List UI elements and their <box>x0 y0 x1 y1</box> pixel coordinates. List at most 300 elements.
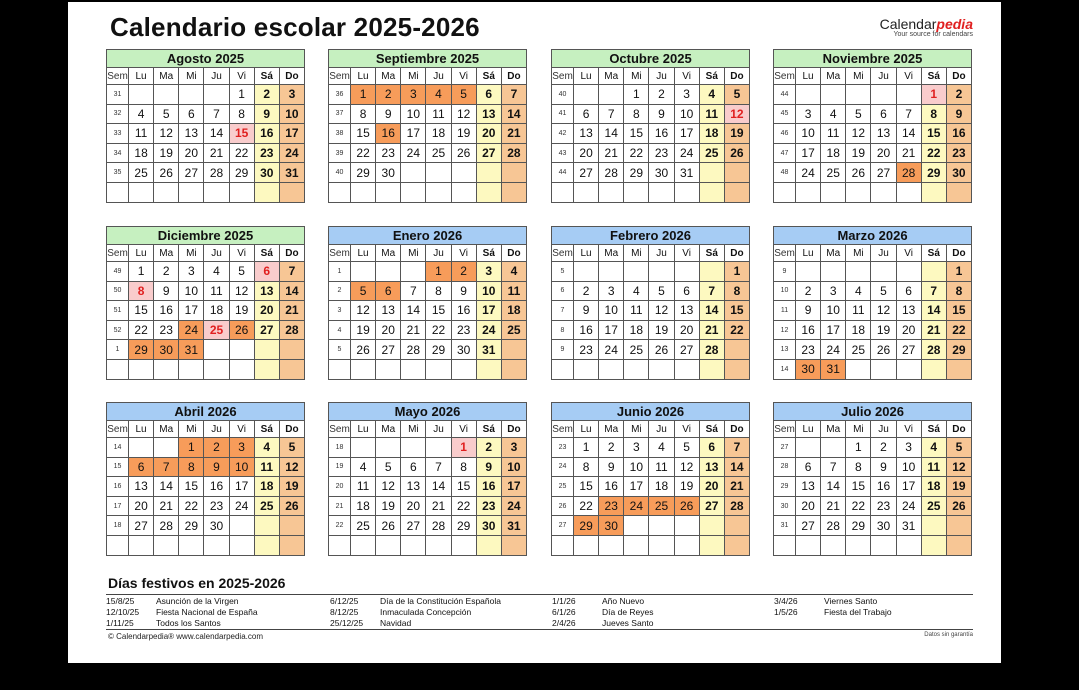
day-cell: 25 <box>204 320 229 340</box>
day-cell: 24 <box>674 143 699 163</box>
day-cell: 28 <box>921 340 946 360</box>
day-cell: 4 <box>501 262 526 282</box>
day-cell: 6 <box>871 104 896 124</box>
day-cell: 14 <box>501 104 526 124</box>
day-cell: 9 <box>254 104 279 124</box>
day-cell: 10 <box>401 104 426 124</box>
day-cell: 31 <box>821 359 846 379</box>
day-cell <box>674 516 699 536</box>
day-cell <box>921 359 946 379</box>
week-row <box>107 340 305 360</box>
day-cell <box>154 182 179 202</box>
day-cell: 5 <box>376 457 401 477</box>
week-row <box>329 477 527 497</box>
day-cell <box>204 340 229 360</box>
weekday-header: Vi <box>451 421 476 438</box>
week-row <box>329 359 527 379</box>
week-row <box>552 457 750 477</box>
holiday-date: 3/4/26 <box>774 596 798 606</box>
week-row <box>329 143 527 163</box>
day-cell: 4 <box>129 104 154 124</box>
day-cell: 6 <box>476 85 501 105</box>
week-number: 40 <box>329 163 351 183</box>
day-cell: 17 <box>896 477 921 497</box>
day-cell: 11 <box>501 281 526 301</box>
holidays-title: Días festivos en 2025-2026 <box>108 575 286 591</box>
week-row <box>774 477 972 497</box>
day-cell: 29 <box>229 163 254 183</box>
day-cell <box>401 163 426 183</box>
weekday-header: Lu <box>574 68 599 85</box>
week-row <box>329 262 527 282</box>
day-cell: 4 <box>624 281 649 301</box>
day-cell: 17 <box>821 320 846 340</box>
week-number: 30 <box>774 496 796 516</box>
day-cell <box>179 359 204 379</box>
month-title: Julio 2026 <box>773 402 972 420</box>
day-cell: 27 <box>674 340 699 360</box>
weekday-header: Lu <box>574 245 599 262</box>
weekday-header: Lu <box>351 245 376 262</box>
day-cell <box>154 359 179 379</box>
weekday-header: Ma <box>599 421 624 438</box>
day-cell: 12 <box>351 301 376 321</box>
day-cell: 17 <box>599 320 624 340</box>
weekday-header: Mi <box>846 245 871 262</box>
week-row <box>329 457 527 477</box>
day-cell: 13 <box>896 301 921 321</box>
day-cell: 1 <box>921 85 946 105</box>
weekday-header: Ju <box>871 245 896 262</box>
day-cell: 4 <box>649 438 674 458</box>
month-block <box>106 402 305 556</box>
day-cell: 4 <box>821 104 846 124</box>
holiday-name: Todos los Santos <box>156 618 221 628</box>
day-cell: 12 <box>451 104 476 124</box>
day-cell: 28 <box>401 340 426 360</box>
day-cell <box>896 262 921 282</box>
day-cell: 7 <box>921 281 946 301</box>
day-cell <box>871 85 896 105</box>
day-cell <box>129 359 154 379</box>
week-number <box>774 182 796 202</box>
day-cell: 17 <box>401 124 426 144</box>
day-cell: 23 <box>204 496 229 516</box>
week-number: 31 <box>107 85 129 105</box>
week-number <box>107 182 129 202</box>
day-cell: 14 <box>599 124 624 144</box>
day-cell <box>476 359 501 379</box>
week-number: 17 <box>107 496 129 516</box>
day-cell: 15 <box>724 301 749 321</box>
day-cell <box>574 85 599 105</box>
day-cell <box>674 535 699 555</box>
day-cell: 14 <box>279 281 304 301</box>
week-number: 18 <box>107 516 129 536</box>
weekday-header: Do <box>279 421 304 438</box>
day-cell: 27 <box>179 163 204 183</box>
day-cell <box>401 182 426 202</box>
week-row <box>107 301 305 321</box>
day-cell <box>624 182 649 202</box>
day-cell: 18 <box>921 477 946 497</box>
day-cell: 9 <box>599 457 624 477</box>
day-cell: 3 <box>501 438 526 458</box>
day-cell: 3 <box>674 85 699 105</box>
weekday-header-row <box>329 245 527 262</box>
day-cell: 26 <box>846 163 871 183</box>
day-cell: 22 <box>451 496 476 516</box>
holiday-date: 8/12/25 <box>330 607 359 617</box>
day-cell: 1 <box>846 438 871 458</box>
weekday-header: Sá <box>699 421 724 438</box>
day-cell: 19 <box>946 477 971 497</box>
weekday-header: Sem <box>552 421 574 438</box>
day-cell <box>229 182 254 202</box>
weekday-header: Mi <box>624 245 649 262</box>
weekday-header: Do <box>724 245 749 262</box>
day-cell: 10 <box>179 281 204 301</box>
weekday-header: Mi <box>846 68 871 85</box>
day-cell: 10 <box>821 301 846 321</box>
day-cell: 31 <box>279 163 304 183</box>
weekday-header: Lu <box>796 245 821 262</box>
day-cell: 25 <box>426 143 451 163</box>
week-number: 52 <box>107 320 129 340</box>
day-cell: 22 <box>229 143 254 163</box>
week-row <box>552 182 750 202</box>
weekday-header: Mi <box>401 245 426 262</box>
holidays-list <box>106 594 973 630</box>
week-number: 48 <box>774 163 796 183</box>
weekday-header: Do <box>946 245 971 262</box>
weekday-header: Ju <box>649 421 674 438</box>
weekday-header: Vi <box>896 421 921 438</box>
week-row <box>774 104 972 124</box>
day-cell: 16 <box>599 477 624 497</box>
day-cell: 23 <box>796 340 821 360</box>
weekday-header: Sem <box>552 68 574 85</box>
day-cell: 25 <box>921 496 946 516</box>
day-cell: 12 <box>871 301 896 321</box>
day-cell <box>229 516 254 536</box>
weekday-header: Sem <box>107 245 129 262</box>
day-cell: 12 <box>649 301 674 321</box>
week-row <box>329 85 527 105</box>
day-cell: 9 <box>946 104 971 124</box>
day-cell <box>376 182 401 202</box>
day-cell: 24 <box>179 320 204 340</box>
day-cell: 27 <box>574 163 599 183</box>
day-cell: 8 <box>921 104 946 124</box>
day-cell: 5 <box>724 85 749 105</box>
day-cell: 2 <box>254 85 279 105</box>
day-cell: 26 <box>351 340 376 360</box>
day-cell <box>204 182 229 202</box>
holiday-date: 12/10/25 <box>106 607 140 617</box>
week-number: 3 <box>329 301 351 321</box>
day-cell: 22 <box>946 320 971 340</box>
day-cell <box>254 182 279 202</box>
day-cell <box>599 535 624 555</box>
weekday-header: Sem <box>774 68 796 85</box>
week-number: 21 <box>329 496 351 516</box>
weekday-header: Vi <box>674 245 699 262</box>
week-row <box>552 320 750 340</box>
day-cell: 25 <box>254 496 279 516</box>
day-cell: 28 <box>426 516 451 536</box>
day-cell <box>821 262 846 282</box>
day-cell: 14 <box>426 477 451 497</box>
weekday-header: Ju <box>649 245 674 262</box>
day-cell: 13 <box>699 457 724 477</box>
weekday-header: Vi <box>896 245 921 262</box>
weekday-header-row <box>107 68 305 85</box>
day-cell: 1 <box>179 438 204 458</box>
weekday-header: Ma <box>599 68 624 85</box>
week-row <box>329 320 527 340</box>
brand-tagline: Your source for calendars <box>893 31 973 38</box>
weekday-header: Do <box>724 421 749 438</box>
day-cell: 16 <box>649 124 674 144</box>
day-cell: 23 <box>376 143 401 163</box>
day-cell <box>846 262 871 282</box>
week-row <box>552 438 750 458</box>
day-cell: 12 <box>946 457 971 477</box>
week-row <box>552 516 750 536</box>
day-cell: 9 <box>476 457 501 477</box>
holiday-name: Fiesta del Trabajo <box>824 607 892 617</box>
day-cell <box>796 182 821 202</box>
day-cell: 6 <box>896 281 921 301</box>
day-cell <box>279 359 304 379</box>
day-cell: 10 <box>501 457 526 477</box>
day-cell <box>599 262 624 282</box>
weekday-header: Sem <box>329 68 351 85</box>
day-cell: 12 <box>154 124 179 144</box>
weekday-header: Do <box>501 421 526 438</box>
day-cell: 4 <box>426 85 451 105</box>
day-cell <box>896 85 921 105</box>
day-cell: 13 <box>179 124 204 144</box>
day-cell: 16 <box>871 477 896 497</box>
week-number: 44 <box>552 163 574 183</box>
week-row <box>774 340 972 360</box>
weekday-header-row <box>552 68 750 85</box>
day-cell <box>426 182 451 202</box>
weekday-header: Ju <box>426 421 451 438</box>
weekday-header: Sá <box>254 421 279 438</box>
day-cell: 9 <box>204 457 229 477</box>
day-cell: 3 <box>279 85 304 105</box>
day-cell: 21 <box>501 124 526 144</box>
day-cell <box>674 262 699 282</box>
week-row <box>107 124 305 144</box>
day-cell: 20 <box>796 496 821 516</box>
day-cell: 16 <box>946 124 971 144</box>
month-title: Febrero 2026 <box>551 226 750 244</box>
day-cell: 29 <box>451 516 476 536</box>
day-cell: 4 <box>254 438 279 458</box>
day-cell: 4 <box>846 281 871 301</box>
holiday-name: Día de Reyes <box>602 607 654 617</box>
weekday-header: Mi <box>401 421 426 438</box>
day-cell: 2 <box>376 85 401 105</box>
day-cell <box>846 182 871 202</box>
week-number: 22 <box>329 516 351 536</box>
day-cell: 9 <box>451 281 476 301</box>
weekday-header-row <box>329 68 527 85</box>
week-row <box>107 535 305 555</box>
day-cell: 20 <box>179 143 204 163</box>
day-cell <box>476 163 501 183</box>
day-cell: 6 <box>674 281 699 301</box>
weekday-header: Ma <box>821 68 846 85</box>
day-cell: 23 <box>574 340 599 360</box>
weekday-header: Sá <box>476 245 501 262</box>
week-number: 18 <box>329 438 351 458</box>
day-cell: 13 <box>674 301 699 321</box>
week-row <box>552 477 750 497</box>
week-number: 25 <box>552 477 574 497</box>
day-cell <box>229 340 254 360</box>
day-cell: 3 <box>896 438 921 458</box>
week-number: 5 <box>552 262 574 282</box>
weekday-header: Ju <box>426 68 451 85</box>
weekday-header-row <box>552 245 750 262</box>
month-block <box>773 402 972 556</box>
day-cell <box>946 535 971 555</box>
day-cell: 26 <box>154 163 179 183</box>
holiday-date: 25/12/25 <box>330 618 364 628</box>
day-cell: 5 <box>946 438 971 458</box>
week-row <box>552 163 750 183</box>
holiday-entry <box>552 596 654 607</box>
week-number: 36 <box>329 85 351 105</box>
day-cell <box>376 359 401 379</box>
week-number: 24 <box>552 457 574 477</box>
day-cell: 8 <box>574 457 599 477</box>
day-cell: 28 <box>699 340 724 360</box>
holiday-entry <box>330 607 501 618</box>
weekday-header: Sá <box>476 68 501 85</box>
page-title: Calendario escolar 2025-2026 <box>110 12 480 42</box>
day-cell <box>154 535 179 555</box>
week-row <box>107 143 305 163</box>
day-cell <box>476 535 501 555</box>
day-cell: 1 <box>574 438 599 458</box>
week-row <box>329 124 527 144</box>
day-cell <box>699 182 724 202</box>
day-cell: 18 <box>846 320 871 340</box>
day-cell: 24 <box>279 143 304 163</box>
day-cell <box>871 359 896 379</box>
day-cell: 10 <box>279 104 304 124</box>
weekday-header: Lu <box>574 421 599 438</box>
day-cell <box>921 535 946 555</box>
day-cell: 8 <box>179 457 204 477</box>
day-cell: 11 <box>129 124 154 144</box>
day-cell: 17 <box>229 477 254 497</box>
week-number <box>329 359 351 379</box>
day-cell: 23 <box>649 143 674 163</box>
weekday-header: Ju <box>871 68 896 85</box>
day-cell: 20 <box>896 320 921 340</box>
day-cell: 30 <box>599 516 624 536</box>
day-cell <box>129 85 154 105</box>
day-cell: 1 <box>946 262 971 282</box>
day-cell: 17 <box>279 124 304 144</box>
day-cell: 15 <box>846 477 871 497</box>
day-cell <box>649 516 674 536</box>
day-cell: 27 <box>699 496 724 516</box>
week-number: 47 <box>774 143 796 163</box>
day-cell <box>796 438 821 458</box>
weekday-header: Lu <box>796 421 821 438</box>
day-cell: 21 <box>699 320 724 340</box>
day-cell: 27 <box>476 143 501 163</box>
day-cell: 11 <box>624 301 649 321</box>
weekday-header: Ma <box>376 421 401 438</box>
week-number: 40 <box>552 85 574 105</box>
day-cell: 29 <box>921 163 946 183</box>
day-cell: 31 <box>501 516 526 536</box>
day-cell: 30 <box>451 340 476 360</box>
weekday-header: Sá <box>254 68 279 85</box>
day-cell: 20 <box>401 496 426 516</box>
week-number: 9 <box>552 340 574 360</box>
week-row <box>774 457 972 477</box>
day-cell <box>501 359 526 379</box>
day-cell: 22 <box>846 496 871 516</box>
month-title: Diciembre 2025 <box>106 226 305 244</box>
day-cell: 3 <box>821 281 846 301</box>
day-cell <box>796 262 821 282</box>
week-number: 44 <box>774 85 796 105</box>
day-cell <box>946 182 971 202</box>
day-cell <box>351 438 376 458</box>
day-cell: 30 <box>871 516 896 536</box>
day-cell: 19 <box>649 320 674 340</box>
week-number: 35 <box>107 163 129 183</box>
day-cell: 21 <box>204 143 229 163</box>
day-cell: 27 <box>796 516 821 536</box>
day-cell: 19 <box>674 477 699 497</box>
week-number: 1 <box>329 262 351 282</box>
day-cell: 21 <box>279 301 304 321</box>
day-cell: 26 <box>724 143 749 163</box>
weekday-header-row <box>329 421 527 438</box>
day-cell: 20 <box>871 143 896 163</box>
week-row <box>329 163 527 183</box>
day-cell <box>724 182 749 202</box>
weekday-header: Ju <box>204 421 229 438</box>
day-cell: 23 <box>154 320 179 340</box>
day-cell: 25 <box>129 163 154 183</box>
day-cell: 18 <box>426 124 451 144</box>
day-cell: 17 <box>796 143 821 163</box>
day-cell: 6 <box>376 281 401 301</box>
week-row <box>552 535 750 555</box>
weekday-header: Mi <box>846 421 871 438</box>
day-cell <box>129 438 154 458</box>
day-cell: 28 <box>724 496 749 516</box>
day-cell: 7 <box>426 457 451 477</box>
week-row <box>107 457 305 477</box>
week-row <box>107 438 305 458</box>
month-table <box>106 420 305 556</box>
day-cell: 11 <box>699 104 724 124</box>
